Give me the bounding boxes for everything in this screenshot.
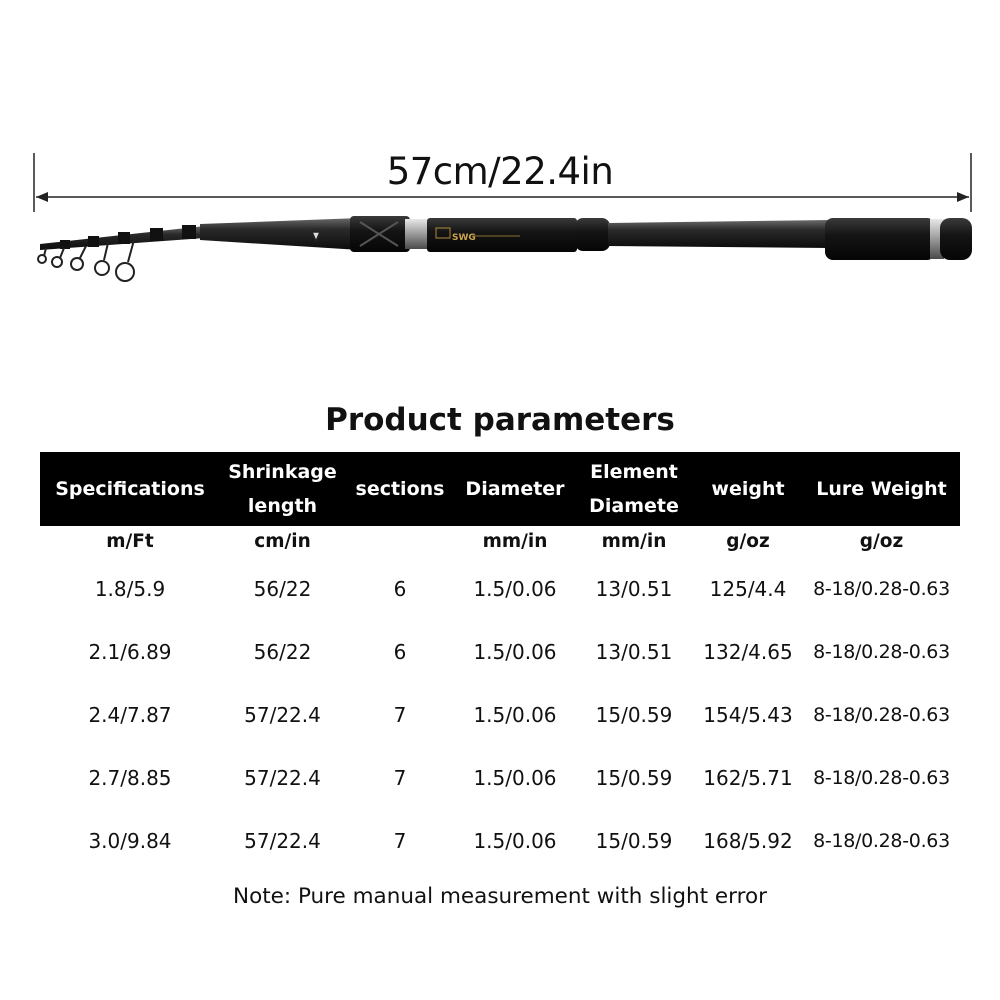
table-cell: 57/22.4: [244, 828, 321, 853]
table-cell: 132/4.65: [703, 639, 793, 664]
table-cell: 2.7/8.85: [88, 765, 172, 790]
table-row: [40, 557, 960, 620]
table-cell: 8-18/0.28-0.63: [813, 829, 950, 852]
rod-blank: [38, 216, 972, 281]
header-diameter: Diameter: [455, 452, 575, 526]
table-cell: 6: [393, 576, 407, 601]
table-cell: 154/5.43: [703, 702, 793, 727]
table-row: [40, 683, 960, 746]
unit-cell: mm/in: [601, 530, 667, 552]
unit-cell: m/Ft: [106, 530, 154, 552]
table-cell: 15/0.59: [595, 828, 673, 853]
table-cell: 2.4/7.87: [88, 702, 172, 727]
table-cell: 7: [393, 765, 407, 790]
header-shrinkage-length: Shrinkage length: [220, 452, 345, 526]
table-cell: 162/5.71: [703, 765, 793, 790]
table-cell: 1.5/0.06: [473, 765, 557, 790]
measurement-note: Note: Pure manual measurement with slight error: [233, 884, 767, 909]
table-cell: 6: [393, 639, 407, 664]
units-row: [40, 526, 960, 557]
unit-cell: [345, 526, 455, 557]
header-sections: sections: [345, 452, 455, 526]
table-cell: 168/5.92: [703, 828, 793, 853]
header-specifications: Specifications: [40, 452, 220, 526]
table-cell: 1.5/0.06: [473, 576, 557, 601]
table-cell: 8-18/0.28-0.63: [813, 703, 950, 726]
table-cell: 57/22.4: [244, 765, 321, 790]
table-cell: 8-18/0.28-0.63: [813, 577, 950, 600]
table-cell: 3.0/9.84: [88, 828, 172, 853]
product-parameters-table: [40, 452, 960, 872]
table-cell: 56/22: [253, 639, 312, 664]
header-element-diameter: Element Diamete: [575, 452, 693, 526]
table-row: [40, 746, 960, 809]
table-cell: 57/22.4: [244, 702, 321, 727]
table-cell: 1.5/0.06: [473, 828, 557, 853]
brand-mark: SWG: [452, 233, 476, 243]
table-cell: 7: [393, 828, 407, 853]
header-weight: weight: [693, 452, 803, 526]
table-cell: 1.8/5.9: [94, 576, 166, 601]
table-cell: 56/22: [253, 576, 312, 601]
unit-cell: g/oz: [726, 530, 770, 552]
table-row: [40, 809, 960, 872]
table-cell: 1.5/0.06: [473, 639, 557, 664]
table-header-row: [40, 452, 960, 526]
unit-cell: cm/in: [254, 530, 311, 552]
table-cell: 2.1/6.89: [88, 639, 172, 664]
table-cell: 7: [393, 702, 407, 727]
header-lure-weight: Lure Weight: [803, 452, 960, 526]
table-cell: 125/4.4: [709, 576, 787, 601]
table-cell: 8-18/0.28-0.63: [813, 766, 950, 789]
page-title: Product parameters: [325, 402, 675, 438]
unit-cell: mm/in: [482, 530, 548, 552]
unit-cell: g/oz: [859, 530, 904, 552]
table-cell: 13/0.51: [595, 576, 673, 601]
table-cell: 15/0.59: [595, 765, 673, 790]
rod-length-measurement: 57cm/22.4in: [386, 150, 614, 193]
table-cell: 13/0.51: [595, 639, 673, 664]
table-cell: 1.5/0.06: [473, 702, 557, 727]
table-cell: 15/0.59: [595, 702, 673, 727]
table-cell: 8-18/0.28-0.63: [813, 640, 950, 663]
table-row: [40, 620, 960, 683]
